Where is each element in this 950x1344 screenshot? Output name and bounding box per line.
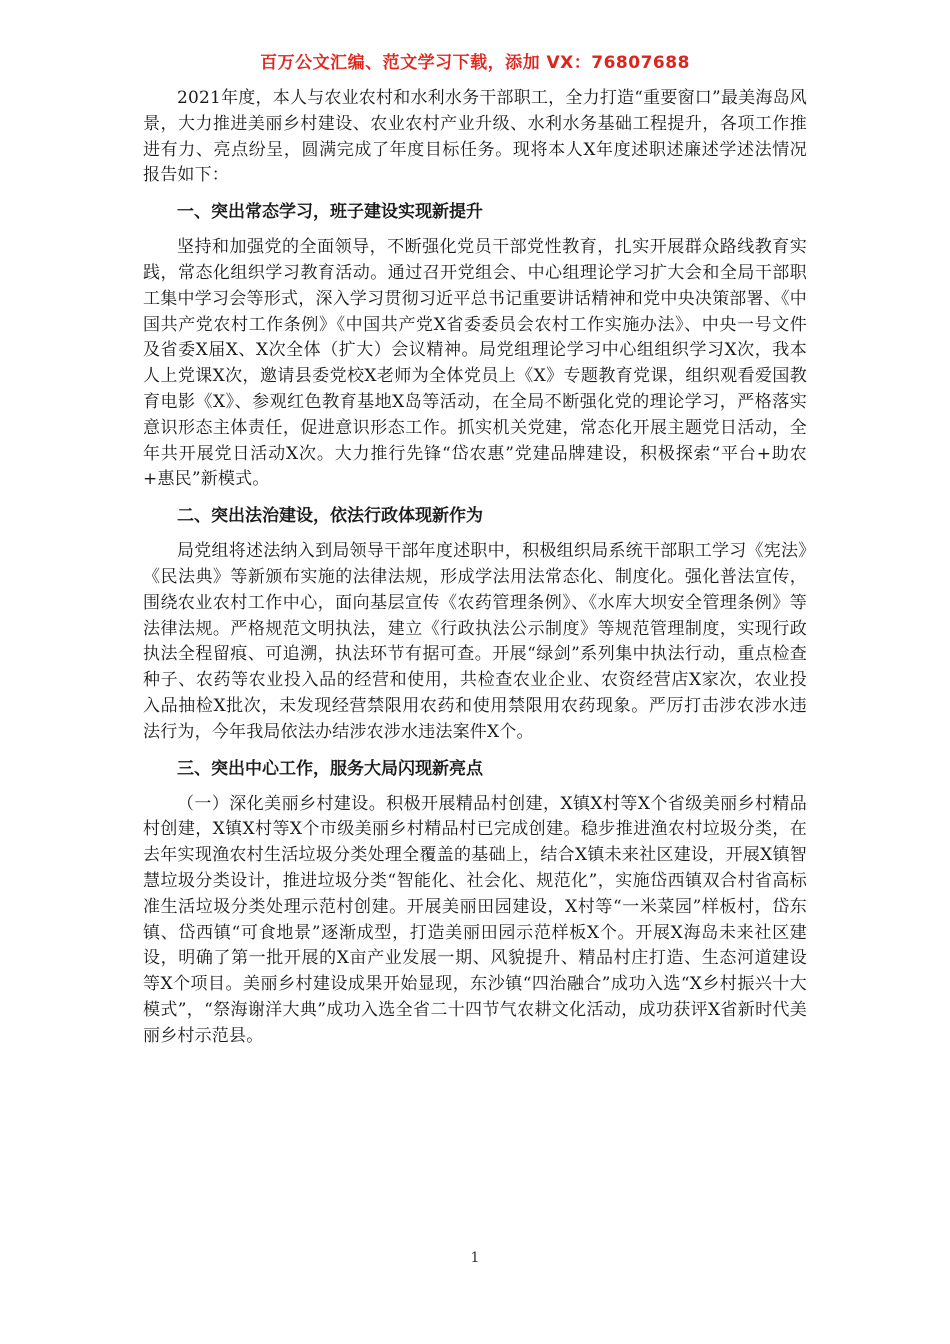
- section-body-2: 局党组将述法纳入到局领导干部年度述职中，积极组织局系统干部职工学习《宪法》《民法典》等新颁布实施的法律法规，形成学法用法常态化、制度化。强化普法宣传，围绕农业农村工作中心，面向基层宣传《农药管理条例》、《水库大坝安全管理条例》等法律法规。严格规范文明执法，建立《行政执法公示制度》等规范管理制度，实现行政执法全程留痕、可追溯，执法环节有据可查。开展“绿剑”系列集中执法行动，重点检查种子、农药等农业投入品的经营和使用，共检查农业企业、农资经营店X家次，农业投入品抽检X批次，未发现经营禁限用农药和使用禁限用农药现象。严厉打击涉农涉水违法行为，今年我局依法办结涉农涉水违法案件X个。: [143, 541, 807, 742]
- section-body-1: 坚持和加强党的全面领导，不断强化党员干部党性教育，扎实开展群众路线教育实践，常态化组织学习教育活动。通过召开党组会、中心组理论学习扩大会和全局干部职工集中学习会等形式，深入学习贯彻习近平总书记重要讲话精神和党中央决策部署、《中国共产党农村工作条例》《中国共产党X省委委员会农村工作实施办法》、中央一号文件及省委X届X、X次全体（扩大）会议精神。局党组理论学习中心组组织学习X次，我本人上党课X次，邀请县委党校X老师为全体党员上《X》专题教育党课，组织观看爱国教育电影《X》、参观红色教育基地X岛等活动，在全局不断强化党的理论学习，严格落实意识形态主体责任，促进意识形态工作。抓实机关党建，常态化开展主题党日活动，全年共开展党日活动X次。大力推行先锋“岱农惠”党建品牌建设，积极探索“平台+助农+惠民”新模式。: [143, 237, 807, 490]
- promo-banner: 百万公文汇编、范文学习下载，添加 VX：76807688: [260, 53, 690, 73]
- section-heading-2: 二、突出法治建设，依法行政体现新作为: [177, 506, 483, 527]
- section-body-3: （一）深化美丽乡村建设。积极开展精品村创建，X镇X村等X个省级美丽乡村精品村创建，X镇X村等X个市级美丽乡村精品村已完成创建。稳步推进渔农村垃圾分类，在去年实现渔农村生活垃圾分类处理全覆盖的基础上，结合X镇未来社区建设，开展X镇智慧垃圾分类设计，推进垃圾分类“智能化、社会化、规范化”，实施岱西镇双合村省高标准生活垃圾分类处理示范村创建。开展美丽田园建设，X村等“一米菜园”样板村，岱东镇、岱西镇“可食地景”逐渐成型，打造美丽田园示范样板X个。开展X海岛未来社区建设，明确了第一批开展的X亩产业发展一期、风貌提升、精品村庄打造、生态河道建设等X个项目。美丽乡村建设成果开始显现，东沙镇“四治融合”成功入选“X乡村振兴十大模式”，“祭海谢洋大典”成功入选全省二十四节气农耕文化活动，成功获评X省新时代美丽乡村示范县。: [143, 793, 807, 1046]
- intro-paragraph: 2021年度，本人与农业农村和水利水务干部职工，全力打造“重要窗口”最美海岛风景，大力推进美丽乡村建设、农业农村产业升级、水利水务基础工程提升，各项工作推进有力、亮点纷呈，圆满完成了年度目标任务。现将本人X年度述职述廉述学述法情况报告如下：: [143, 88, 807, 186]
- section-heading-1: 一、突出常态学习，班子建设实现新提升: [177, 202, 483, 223]
- page-number: 1: [470, 1250, 480, 1266]
- section-heading-3: 三、突出中心工作，服务大局闪现新亮点: [177, 758, 483, 779]
- document-body: [143, 86, 807, 1050]
